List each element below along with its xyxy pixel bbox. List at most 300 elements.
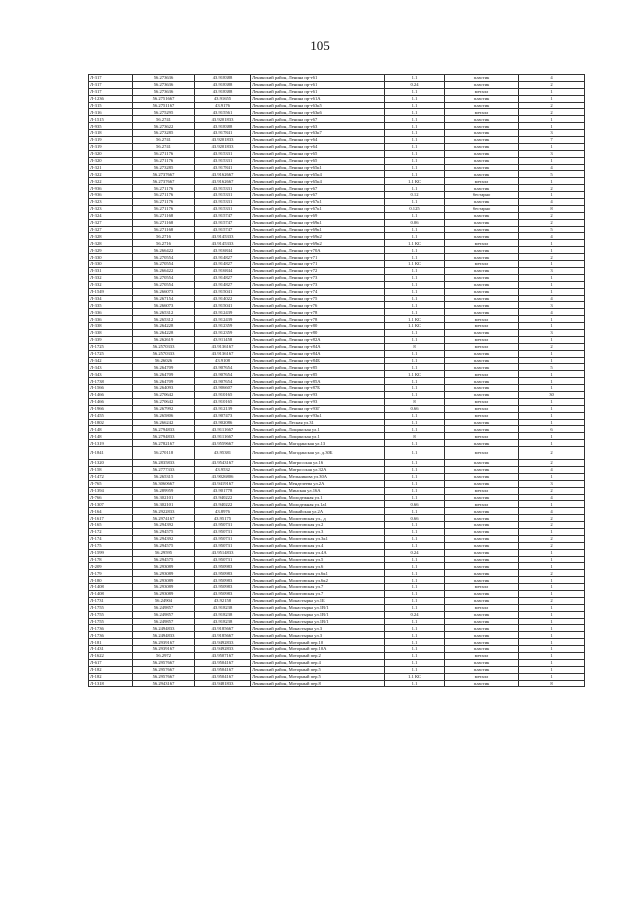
page-number: 105 — [310, 38, 330, 53]
container-volume-cell: 1.1 — [385, 267, 445, 274]
container-count-cell: 4 — [519, 233, 585, 240]
container-count-cell: 1 — [519, 618, 585, 625]
site-id-cell: Л-1515 — [89, 116, 133, 123]
latitude-cell: 56.265312 — [133, 309, 195, 316]
latitude-cell: 56.294575 — [133, 556, 195, 563]
longitude-cell: 43.918388 — [195, 123, 251, 130]
container-material-cell: пластик — [445, 591, 519, 598]
latitude-cell: 56.266422 — [133, 247, 195, 254]
longitude-cell: 43.9504167 — [195, 673, 251, 680]
container-volume-cell: 1.1 — [385, 88, 445, 95]
container-volume-cell: 1.1 — [385, 591, 445, 598]
address-cell: Ленинский район, Молодежная ул.1 — [251, 494, 385, 501]
address-cell: Ленинский район, Ленина пр-т69к2 — [251, 233, 385, 240]
latitude-cell: 56.2835833 — [133, 460, 195, 467]
container-volume-cell: 1.1 — [385, 75, 445, 82]
address-cell: Ленинский район, Молодежная ул.1а1 — [251, 501, 385, 508]
table-row — [89, 199, 585, 206]
longitude-cell: 43.950983 — [195, 591, 251, 598]
longitude-cell: 43.911458 — [195, 336, 251, 343]
latitude-cell: 56.24904 — [133, 597, 195, 604]
site-id-cell: Л-209 — [89, 563, 133, 570]
site-id-cell: Л-1320 — [89, 460, 133, 467]
longitude-cell: 43.9419167 — [195, 480, 251, 487]
container-material-cell: пластик — [445, 309, 519, 316]
longitude-cell: 43.907473 — [195, 412, 251, 419]
address-cell: Ленинский район, Магаданская ул. д.30Б — [251, 447, 385, 460]
address-cell: Ленинский район, Ленина пр-т61А — [251, 95, 385, 102]
site-id-cell: Л-322 — [89, 171, 133, 178]
container-material-cell: пластик — [445, 254, 519, 261]
table-row — [89, 143, 585, 150]
longitude-cell: 43.916844 — [195, 247, 251, 254]
longitude-cell: 43.915561 — [195, 109, 251, 116]
container-count-cell: 1 — [519, 591, 585, 598]
container-count-cell: 4 — [519, 494, 585, 501]
table-row — [89, 653, 585, 660]
container-count-cell: 2 — [519, 522, 585, 529]
site-id-cell: Л-1725 — [89, 343, 133, 350]
address-cell: Ленинский район, Ленина пр-т78 — [251, 316, 385, 323]
longitude-cell: 43.950731 — [195, 535, 251, 542]
container-material-cell: пластик — [445, 143, 519, 150]
table-row — [89, 591, 585, 598]
latitude-cell: 56.249857 — [133, 618, 195, 625]
longitude-cell: 43.912359 — [195, 329, 251, 336]
longitude-cell: 43.950983 — [195, 577, 251, 584]
latitude-cell: 56.293089 — [133, 570, 195, 577]
longitude-cell: 43.918388 — [195, 88, 251, 95]
container-count-cell: 1 — [519, 178, 585, 185]
latitude-cell: 56.271168 — [133, 219, 195, 226]
container-volume-cell: 1.1 — [385, 116, 445, 123]
container-material-cell: пластик — [445, 102, 519, 109]
site-id-cell: Л-617 — [89, 659, 133, 666]
site-id-cell: Л-317 — [89, 75, 133, 82]
address-cell: Ленинский район, Моторный пер.2 — [251, 653, 385, 660]
container-count-cell: 1 — [519, 529, 585, 536]
longitude-cell: 43.9162667 — [195, 171, 251, 178]
table-row — [89, 440, 585, 447]
table-row — [89, 625, 585, 632]
table-row — [89, 267, 585, 274]
site-id-cell: Л-765 — [89, 480, 133, 487]
container-volume-cell: 1.1 — [385, 419, 445, 426]
address-cell: Ленинский район, Ленина пр-т65к1 — [251, 164, 385, 171]
container-volume-cell: 1.1 — [385, 130, 445, 137]
container-volume-cell: 1.1 — [385, 233, 445, 240]
longitude-cell: 43.9492833 — [195, 639, 251, 646]
table-row — [89, 254, 585, 261]
longitude-cell: 43.950983 — [195, 584, 251, 591]
table-row — [89, 336, 585, 343]
site-id-cell: Л-324 — [89, 212, 133, 219]
container-material-cell: пластик — [445, 219, 519, 226]
container-count-cell: 1 — [519, 659, 585, 666]
site-id-cell: Л-338 — [89, 323, 133, 330]
latitude-cell: 56.262619 — [133, 336, 195, 343]
latitude-cell: 56.270554 — [133, 274, 195, 281]
longitude-cell: 43.910165 — [195, 391, 251, 398]
container-material-cell: пластик — [445, 426, 519, 433]
longitude-cell: 43.914022 — [195, 295, 251, 302]
address-cell: Ленинский район, Монастырка ул.1Б — [251, 597, 385, 604]
longitude-cell: 43.9201833 — [195, 143, 251, 150]
address-cell: Ленинский район, Ленина пр-т70А — [251, 247, 385, 254]
table-row — [89, 357, 585, 364]
table-row — [89, 240, 585, 247]
latitude-cell: 56.265806 — [133, 412, 195, 419]
container-volume-cell: 1.1 — [385, 336, 445, 343]
container-count-cell: 1 — [519, 666, 585, 673]
address-cell: Ленинский район, Ленина пр-т93Г — [251, 405, 385, 412]
longitude-cell: 43.950983 — [195, 570, 251, 577]
table-row — [89, 212, 585, 219]
latitude-cell: 56.294575 — [133, 542, 195, 549]
longitude-cell: 43.940222 — [195, 494, 251, 501]
longitude-cell: 43.9201833 — [195, 116, 251, 123]
address-cell: Ленинский район, Ленина пр-т69к2 — [251, 240, 385, 247]
table-row — [89, 88, 585, 95]
address-cell: Ленинский район, Ленина пр-т71 — [251, 261, 385, 268]
table-row — [89, 466, 585, 473]
container-material-cell: пластик — [445, 274, 519, 281]
longitude-cell: 43.91655 — [195, 95, 251, 102]
latitude-cell: 56.273636 — [133, 88, 195, 95]
address-cell: Ленинский район, Ленина пр-т67к1 — [251, 199, 385, 206]
site-id-cell: Л-328 — [89, 233, 133, 240]
container-volume-cell: 8 — [385, 398, 445, 405]
container-material-cell: пластик — [445, 123, 519, 130]
address-cell: Ленинский район, Ленина пр-т63к6 — [251, 109, 385, 116]
container-count-cell: 2 — [519, 102, 585, 109]
address-cell: Ленинский район, Ленина пр-т74 — [251, 288, 385, 295]
latitude-cell: 56.273636 — [133, 75, 195, 82]
container-volume-cell: 1.1 — [385, 123, 445, 130]
site-id-cell: Л-320 — [89, 157, 133, 164]
table-row — [89, 157, 585, 164]
address-cell: Ленинский район, Минская ул.16А — [251, 487, 385, 494]
container-material-cell: металл — [445, 371, 519, 378]
container-volume-cell: 1.1 — [385, 556, 445, 563]
container-material-cell: пластик — [445, 226, 519, 233]
address-cell: Ленинский район, Матросская ул.16 — [251, 460, 385, 467]
container-material-cell: металл — [445, 88, 519, 95]
address-cell: Ленинский район, Магаданская ул.13 — [251, 440, 385, 447]
longitude-cell: 43.9504167 — [195, 659, 251, 666]
latitude-cell: 56.266073 — [133, 302, 195, 309]
registry-rows — [89, 75, 585, 687]
container-material-cell: пластик — [445, 556, 519, 563]
container-volume-cell: 1.1 — [385, 350, 445, 357]
site-id-cell: Л-339 — [89, 336, 133, 343]
latitude-cell: 56.266422 — [133, 267, 195, 274]
site-id-cell: Л-319 — [89, 137, 133, 144]
registry-table — [88, 74, 585, 687]
container-count-cell: 2 — [519, 219, 585, 226]
address-cell: Ленинский район, Молитовская ул.6к1 — [251, 570, 385, 577]
latitude-cell: 56.293089 — [133, 584, 195, 591]
container-count-cell: 1 — [519, 316, 585, 323]
table-row — [89, 604, 585, 611]
container-material-cell: металл — [445, 653, 519, 660]
container-material-cell: пластик — [445, 364, 519, 371]
address-cell: Ленинский район, Ленина пр-т87Б — [251, 385, 385, 392]
table-row — [89, 95, 585, 102]
container-count-cell: 1 — [519, 274, 585, 281]
table-row — [89, 618, 585, 625]
address-cell: Ленинский район, Молитовская ул.6к2 — [251, 577, 385, 584]
container-material-cell: металл — [445, 261, 519, 268]
container-material-cell: пластик — [445, 680, 519, 687]
latitude-cell: 56.2737667 — [133, 178, 195, 185]
container-material-cell: пластик — [445, 199, 519, 206]
address-cell: Ленинский район, Моторный пер.5 — [251, 673, 385, 680]
container-count-cell: 8 — [519, 680, 585, 687]
site-id-cell: Л-334 — [89, 295, 133, 302]
container-material-cell: металл — [445, 433, 519, 440]
latitude-cell: 56.302101 — [133, 494, 195, 501]
longitude-cell: 43.9176 — [195, 102, 251, 109]
table-row — [89, 295, 585, 302]
container-material-cell: пластик — [445, 570, 519, 577]
container-material-cell: металл — [445, 501, 519, 508]
container-volume-cell: 0.66 — [385, 515, 445, 522]
table-row — [89, 632, 585, 639]
longitude-cell: 43.907654 — [195, 371, 251, 378]
site-id-cell: Л-323 — [89, 205, 133, 212]
registry-table-wrap — [88, 74, 584, 687]
latitude-cell: 56.2741 — [133, 137, 195, 144]
container-material-cell: пластик — [445, 639, 519, 646]
container-volume-cell: 1.1 — [385, 535, 445, 542]
container-count-cell: 1 — [519, 419, 585, 426]
latitude-cell: 56.2494833 — [133, 625, 195, 632]
latitude-cell: 56.2782167 — [133, 440, 195, 447]
container-volume-cell: 1.1 КС — [385, 371, 445, 378]
container-count-cell: 5 — [519, 226, 585, 233]
longitude-cell: 43.915747 — [195, 212, 251, 219]
container-volume-cell: 1.1 — [385, 529, 445, 536]
container-count-cell: 30 — [519, 391, 585, 398]
site-id-cell: Л-1394 — [89, 487, 133, 494]
container-count-cell: 1 — [519, 673, 585, 680]
table-row — [89, 398, 585, 405]
latitude-cell: 56.265315 — [133, 473, 195, 480]
container-count-cell: 2 — [519, 570, 585, 577]
table-row — [89, 480, 585, 487]
container-material-cell: пластик — [445, 288, 519, 295]
container-volume-cell: 8 — [385, 343, 445, 350]
table-row — [89, 323, 585, 330]
latitude-cell: 56.2741 — [133, 116, 195, 123]
container-count-cell: 1 — [519, 563, 585, 570]
table-row — [89, 343, 585, 350]
latitude-cell: 56.273285 — [133, 130, 195, 137]
address-cell: Ленинский район, Ленина пр-т80 — [251, 323, 385, 330]
container-volume-cell: 1.1 — [385, 625, 445, 632]
container-material-cell: металл — [445, 673, 519, 680]
latitude-cell: 56.2957667 — [133, 666, 195, 673]
container-volume-cell: 1.1 КС — [385, 673, 445, 680]
longitude-cell: 43.95381 — [195, 447, 251, 460]
container-material-cell: металл — [445, 487, 519, 494]
longitude-cell: 43.950731 — [195, 556, 251, 563]
container-material-cell: пластик — [445, 157, 519, 164]
container-volume-cell: 1.1 — [385, 460, 445, 467]
site-id-cell: Л-329 — [89, 247, 133, 254]
latitude-cell: 56.2794833 — [133, 426, 195, 433]
container-material-cell: пластик — [445, 267, 519, 274]
site-id-cell: Л-327 — [89, 219, 133, 226]
container-material-cell: пластик — [445, 508, 519, 515]
table-row — [89, 226, 585, 233]
address-cell: Ленинский район, Ленина пр-т67 — [251, 185, 385, 192]
container-volume-cell: 1.1 — [385, 247, 445, 254]
latitude-cell: 56.275295 — [133, 109, 195, 116]
site-id-cell: Л-180 — [89, 577, 133, 584]
container-count-cell: 1 — [519, 247, 585, 254]
container-count-cell: 2 — [519, 447, 585, 460]
table-row — [89, 192, 585, 199]
longitude-cell: 43.915747 — [195, 219, 251, 226]
latitude-cell: 56.2570333 — [133, 350, 195, 357]
container-material-cell: металл — [445, 343, 519, 350]
table-row — [89, 522, 585, 529]
longitude-cell: 43.9108 — [195, 357, 251, 364]
latitude-cell: 56.271176 — [133, 199, 195, 206]
container-count-cell: 4 — [519, 75, 585, 82]
container-count-cell: 2 — [519, 515, 585, 522]
container-count-cell: 1 — [519, 398, 585, 405]
latitude-cell: 56.271168 — [133, 212, 195, 219]
container-volume-cell: 1.1 — [385, 646, 445, 653]
site-id-cell: Л-1549 — [89, 288, 133, 295]
container-volume-cell: 1.1 — [385, 426, 445, 433]
address-cell: Ленинский район, Ленина пр-т71 — [251, 254, 385, 261]
container-count-cell: 1 — [519, 95, 585, 102]
container-material-cell: пластик — [445, 549, 519, 556]
container-volume-cell: 1.1 — [385, 466, 445, 473]
container-material-cell: металл — [445, 405, 519, 412]
container-material-cell: пластик — [445, 171, 519, 178]
longitude-cell: 43.9111667 — [195, 433, 251, 440]
container-count-cell: 1 — [519, 116, 585, 123]
latitude-cell: 56.264228 — [133, 323, 195, 330]
container-material-cell: пластик — [445, 302, 519, 309]
table-row — [89, 371, 585, 378]
longitude-cell: 43.9507167 — [195, 653, 251, 660]
address-cell: Ленинский район, Монастырка ул.3 — [251, 625, 385, 632]
address-cell: Ленинский район, Мельникова ул.30А — [251, 473, 385, 480]
container-volume-cell: 1.1 КС — [385, 316, 445, 323]
container-count-cell: 3 — [519, 329, 585, 336]
address-cell: Ленинский район, Ленина пр-т93к1 — [251, 412, 385, 419]
address-cell: Ленинский район, Менделеева ул.2А — [251, 480, 385, 487]
container-count-cell: 1 — [519, 281, 585, 288]
container-count-cell: 1 — [519, 192, 585, 199]
table-row — [89, 281, 585, 288]
container-material-cell: пластик — [445, 515, 519, 522]
container-volume-cell: 1.1 — [385, 102, 445, 109]
table-row — [89, 419, 585, 426]
container-volume-cell: 1.1 — [385, 570, 445, 577]
address-cell: Ленинский район, Ленина пр-т73 — [251, 281, 385, 288]
address-cell: Ленинский район, Ленина пр-т67 — [251, 192, 385, 199]
table-row — [89, 529, 585, 536]
container-count-cell: 1 — [519, 412, 585, 419]
container-volume-cell: 1.1 — [385, 171, 445, 178]
latitude-cell: 56.273636 — [133, 81, 195, 88]
latitude-cell: 56.2957667 — [133, 659, 195, 666]
longitude-cell: 43.918388 — [195, 81, 251, 88]
site-id-cell: Л-1755 — [89, 604, 133, 611]
container-volume-cell: 1.1 — [385, 487, 445, 494]
container-volume-cell: 1.1 — [385, 212, 445, 219]
container-volume-cell: 1.1 — [385, 329, 445, 336]
container-count-cell: 3 — [519, 480, 585, 487]
site-id-cell: Л-182 — [89, 673, 133, 680]
site-id-cell: Л-175 — [89, 542, 133, 549]
container-material-cell: пластик — [445, 419, 519, 426]
address-cell: Ленинский район, Молитовская ул.2 — [251, 522, 385, 529]
table-row — [89, 570, 585, 577]
table-row — [89, 535, 585, 542]
table-row — [89, 487, 585, 494]
table-row — [89, 515, 585, 522]
latitude-cell: 56.26026 — [133, 357, 195, 364]
latitude-cell: 56.264709 — [133, 364, 195, 371]
container-volume-cell: 1.1 — [385, 480, 445, 487]
longitude-cell: 43.950983 — [195, 563, 251, 570]
latitude-cell: 56.264228 — [133, 329, 195, 336]
container-count-cell: 5 — [519, 364, 585, 371]
container-material-cell: пластик — [445, 577, 519, 584]
container-volume-cell: 1.1 — [385, 494, 445, 501]
latitude-cell: 56.29595 — [133, 549, 195, 556]
longitude-cell: 43.915041 — [195, 288, 251, 295]
latitude-cell: 56.271176 — [133, 150, 195, 157]
table-row — [89, 205, 585, 212]
address-cell: Ленинский район, Лощинская ул.1 — [251, 426, 385, 433]
site-id-cell: Л-332 — [89, 281, 133, 288]
table-row — [89, 123, 585, 130]
address-cell: Ленинский район, Молитовская ул.7 — [251, 591, 385, 598]
table-row — [89, 597, 585, 604]
site-id-cell: Л-1599 — [89, 549, 133, 556]
address-cell: Ленинский район, Ленина пр-т63к5 — [251, 102, 385, 109]
container-volume-cell: 1.1 — [385, 143, 445, 150]
container-volume-cell: 1.1 — [385, 199, 445, 206]
site-id-cell: Л-1408 — [89, 591, 133, 598]
container-volume-cell: 1.1 — [385, 577, 445, 584]
longitude-cell: 43.9145333 — [195, 240, 251, 247]
container-material-cell: пластик — [445, 460, 519, 467]
container-volume-cell: 1.1 — [385, 157, 445, 164]
address-cell: Ленинский район, Ленина пр-т69к1 — [251, 219, 385, 226]
address-cell: Ленинский район, Моторный пер.5 — [251, 666, 385, 673]
latitude-cell: 56.2943167 — [133, 680, 195, 687]
container-material-cell: пластик — [445, 130, 519, 137]
container-count-cell: 2 — [519, 535, 585, 542]
address-cell: Ленинский район, Моторный пер.4 — [251, 659, 385, 666]
table-row — [89, 178, 585, 185]
site-id-cell: Л-319 — [89, 143, 133, 150]
container-material-cell: бестарно — [445, 192, 519, 199]
container-material-cell: пластик — [445, 391, 519, 398]
address-cell: Ленинский район, Ленина пр-т69к1 — [251, 226, 385, 233]
container-material-cell: пластик — [445, 625, 519, 632]
